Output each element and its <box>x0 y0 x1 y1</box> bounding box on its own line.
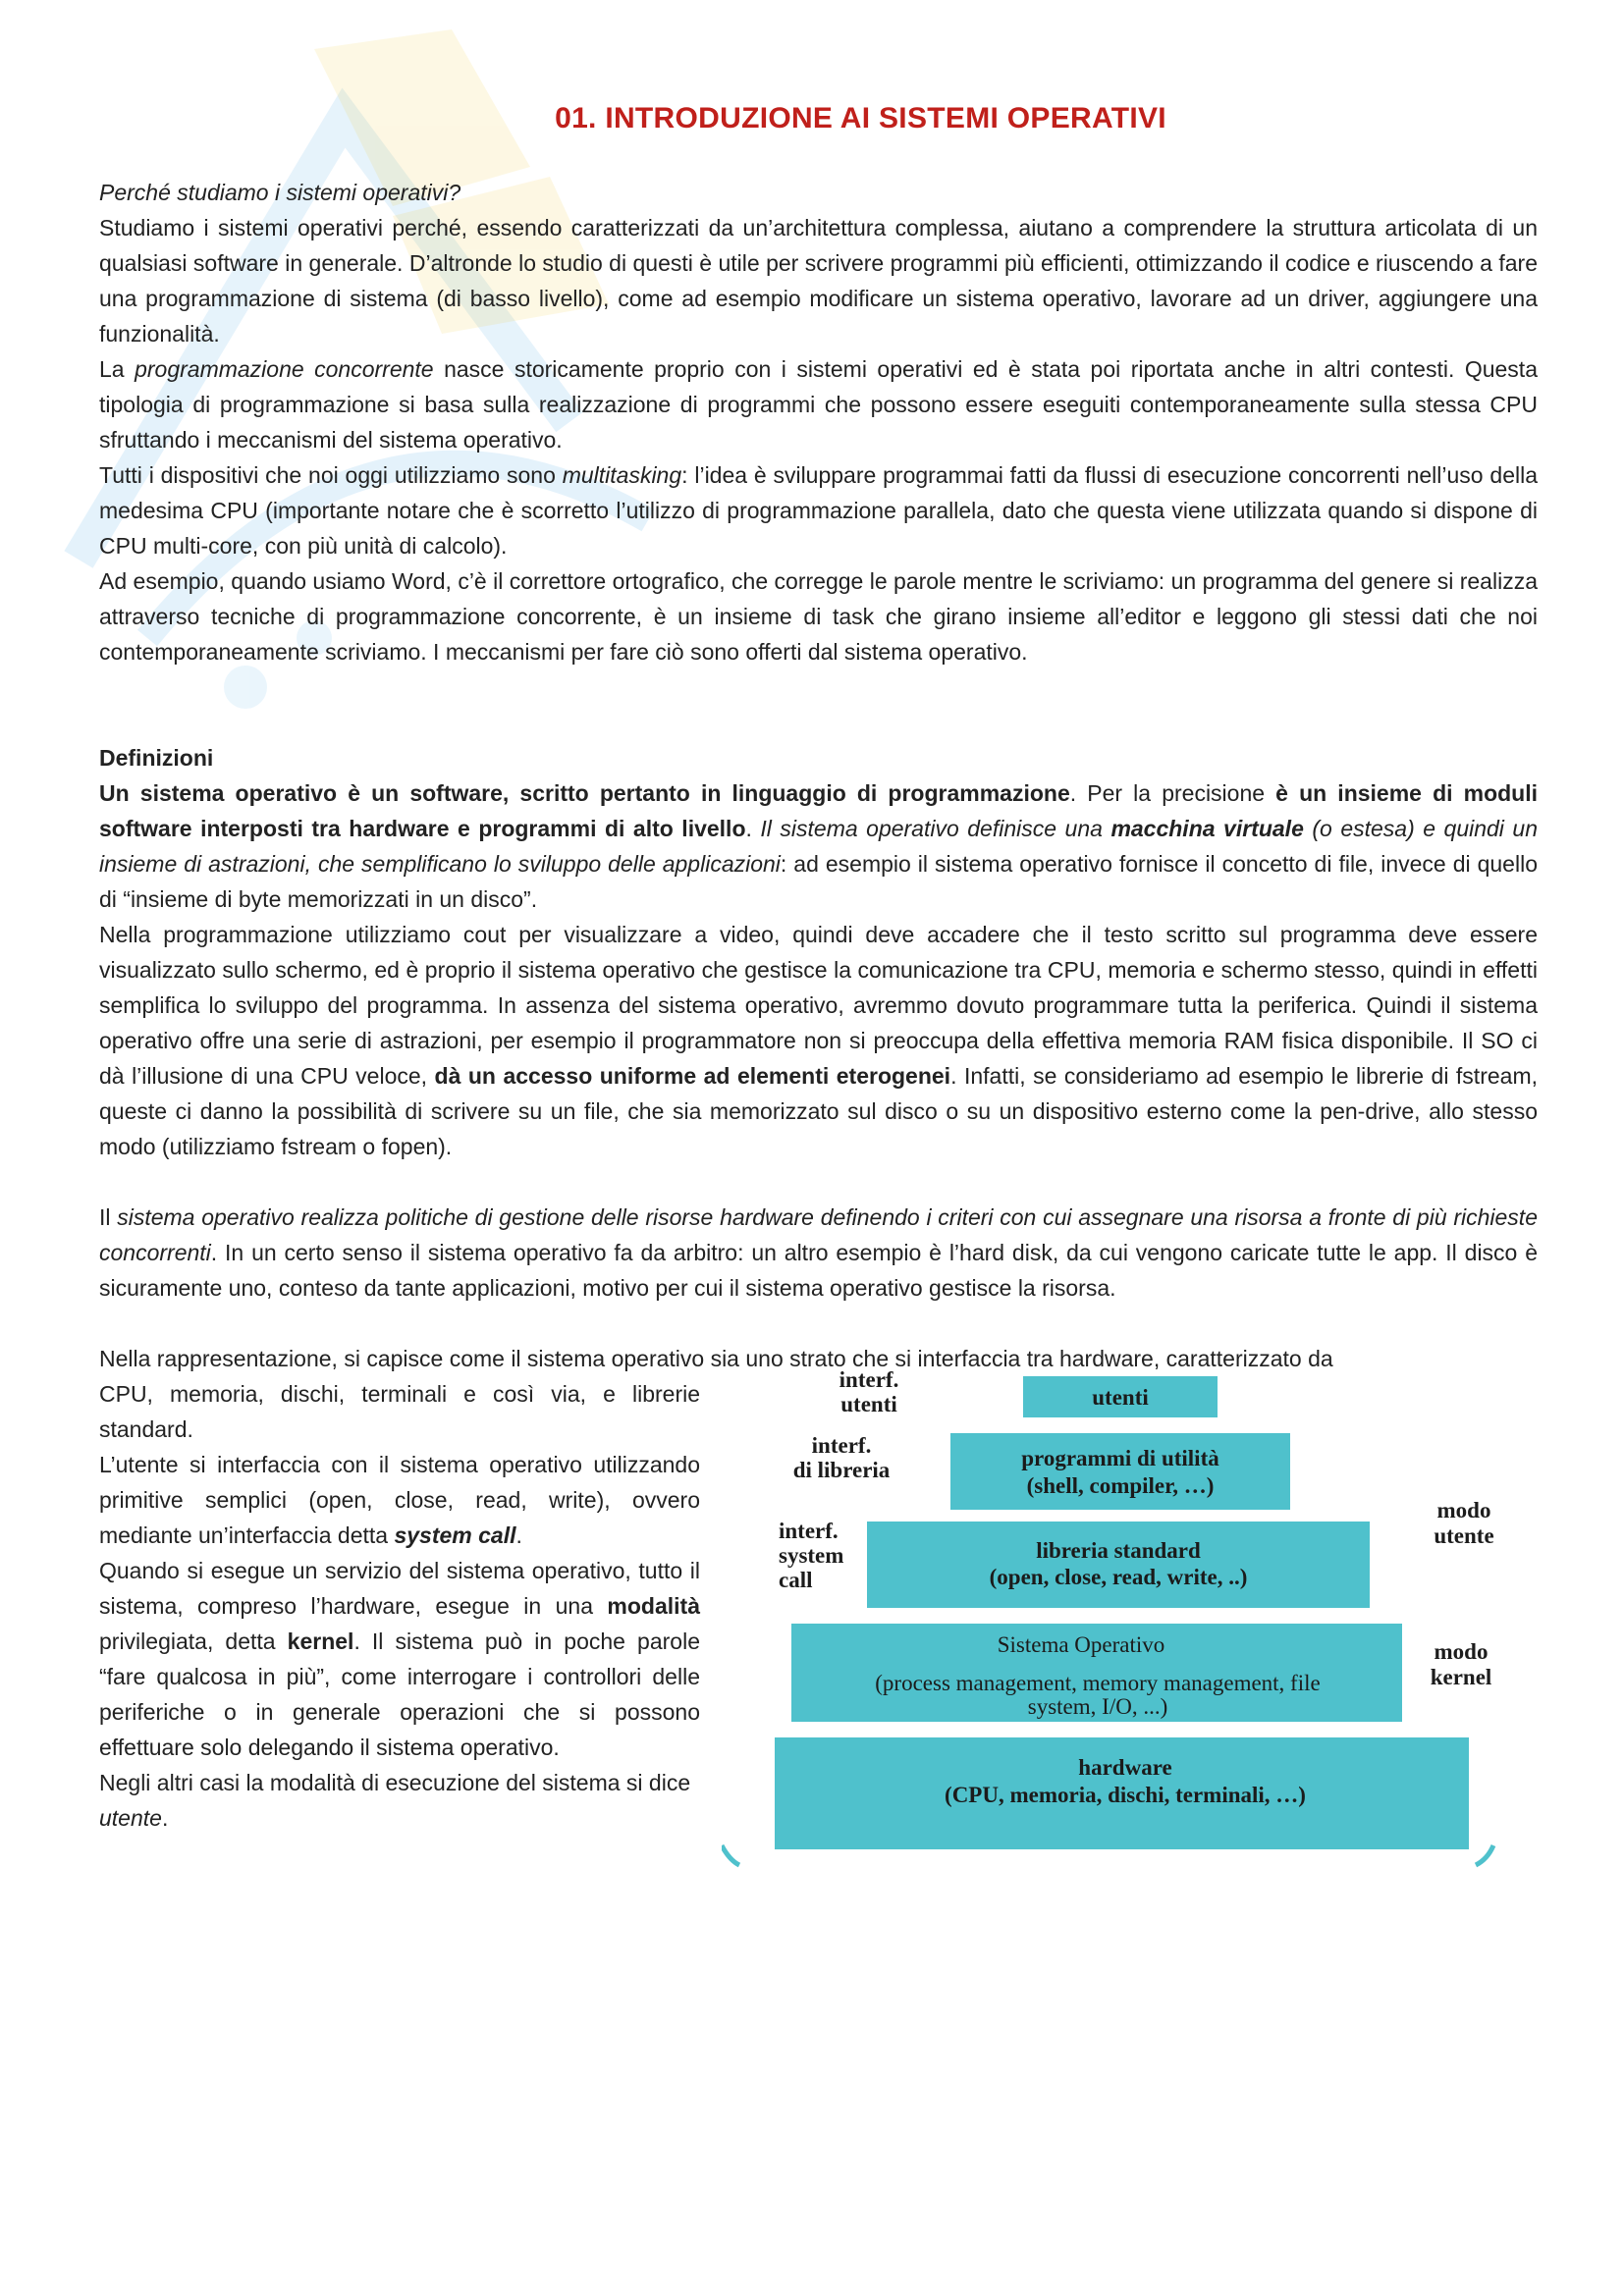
layer-utenti <box>1023 1376 1218 1417</box>
section-heading-definizioni: Definizioni <box>99 745 214 771</box>
def-paragraph-5: L’utente si interfaccia con il sistema operativo utilizzando primitive semplici (open, close, read, write), ovvero mediante un’interfaccia detta system call. <box>99 1452 700 1548</box>
label-interf-syscall-3: call <box>779 1568 813 1592</box>
label-modo-kernel-2: kernel <box>1430 1665 1492 1689</box>
layer-utenti-label: utenti <box>1092 1385 1149 1410</box>
layer-hardware-line1: hardware <box>1078 1755 1172 1780</box>
intro-paragraph-4: Ad esempio, quando usiamo Word, c’è il correttore ortografico, che corregge le parole mentre le scriviamo: un programma del genere si realizza attraverso tecniche di programmazione concorrente, è un insieme di task che girano insieme all’editor e leggono gli stessi dati che noi contemporaneamente scriviamo. I meccanismi per fare ciò sono offerti dal sistema operativo. <box>99 568 1538 665</box>
def-paragraph-6: Quando si esegue un servizio del sistema operativo, tutto il sistema, compreso l’hardware, esegue in una modalità privilegiata, detta kernel. Il sistema può in poche parole “fare qualcosa in più”, come interrogare i controllori delle periferiche o in generale operazioni che si possono effettuare solo delegando il sistema operativo. <box>99 1558 700 1760</box>
layer-hardware-line2: (CPU, memoria, dischi, terminali, …) <box>945 1783 1306 1807</box>
diagram-frame-left <box>722 1845 739 1865</box>
label-interf-libreria-1: interf. <box>811 1433 872 1458</box>
label-modo-kernel-1: modo <box>1434 1639 1489 1664</box>
document-body <box>99 175 1538 1926</box>
intro-paragraph-2: La programmazione concorrente nasce storicamente proprio con i sistemi operativi ed è stata poi riportata anche in altri contesti. Questa tipologia di programmazione si basa sulla realizzazione di programmi che possono essere eseguiti contemporaneamente sulla stessa CPU sfruttando i meccanismi del sistema operativo. <box>99 356 1538 453</box>
layer-so-line2: (process management, memory management, file <box>875 1671 1321 1695</box>
intro-paragraph-3: Tutti i dispositivi che noi oggi utilizziamo sono multitasking: l’idea è sviluppare programmai fatti da flussi di esecuzione concorrenti nell’uso della medesima CPU (importante notare che è scorretto l’utilizzo di programmazione parallela, dato che questa viene utilizzata quando si dispone di CPU multi-core, con più unità di calcolo). <box>99 462 1539 559</box>
def-paragraph-2: Nella programmazione utilizziamo cout per visualizzare a video, quindi deve accadere che il testo scritto sul programma deve essere visualizzato sullo schermo, ed è proprio il sistema operativo che gestisce la comunicazione tra CPU, memoria e schermo stesso, quindi in effetti semplifica lo sviluppo del programma. In assenza del sistema operativo, avremmo dovuto programmare tutta la periferica. Quindi il sistema operativo offre una serie di astrazioni, per esempio il programmatore non si preoccupa della effettiva memoria RAM fisica disponibile. Il SO ci dà l’illusione di una CPU veloce, dà un accesso uniforme ad elementi eterogenei. Infatti, se consideriamo ad esempio le librerie di fstream, queste ci danno la possibilità di scrivere su un file, che sia memorizzato sul disco o su un dispositivo esterno come la pen-drive, allo stesso modo (utilizziamo fstream o fopen). <box>99 922 1538 1159</box>
label-modo-utente-2: utente <box>1434 1523 1494 1548</box>
document-page <box>99 102 1538 1926</box>
label-interf-syscall-2: system <box>779 1543 844 1568</box>
label-interf-utenti-2: utenti <box>840 1392 897 1416</box>
label-interf-libreria-2: di libreria <box>792 1458 891 1482</box>
layer-libreria-standard <box>867 1522 1370 1608</box>
def-paragraph-4-rest: CPU, memoria, dischi, terminali e così via, e librerie standard. <box>99 1381 700 1442</box>
intro-question: Perché studiamo i sistemi operativi? <box>99 180 461 205</box>
layer-programmi-line2: (shell, compiler, …) <box>1026 1473 1215 1498</box>
layer-hardware <box>775 1737 1469 1849</box>
layer-libreria-line1: libreria standard <box>1036 1538 1201 1563</box>
def-paragraph-3: Il sistema operativo realizza politiche di gestione delle risorse hardware definendo i criteri con cui assegnare una risorsa a fronte di più richieste concorrenti. In un certo senso il sistema operativo fa da arbitro: un altro esempio è l’hard disk, da cui vengono caricate tutte le app. Il disco è sicuramente uno, conteso da tante applicazioni, motivo per cui il sistema operativo gestisce la risorsa. <box>99 1204 1538 1301</box>
layer-so-line3: system, I/O, ...) <box>1027 1694 1168 1719</box>
def-paragraph-7: Negli altri casi la modalità di esecuzione del sistema si dice utente. <box>99 1770 691 1831</box>
layer-libreria-line2: (open, close, read, write, ..) <box>989 1565 1248 1589</box>
layer-programmi-line1: programmi di utilità <box>1021 1446 1219 1470</box>
def-paragraph-1: Un sistema operativo è un software, scritto pertanto in linguaggio di programmazione. Per la precisione è un insieme di moduli software interposti tra hardware e programmi di alto livello. Il sistema operativo definisce una macchina virtuale (o estesa) e quindi un insieme di astrazioni, che semplificano lo sviluppo delle applicazioni: ad esempio il sistema operativo fornisce il concetto di file, invece di quello di “insieme di byte memorizzati in un disco”. <box>99 780 1539 912</box>
label-modo-utente-1: modo <box>1436 1498 1491 1522</box>
layer-so-line1: Sistema Operativo <box>997 1632 1165 1657</box>
diagram-frame-right <box>1476 1845 1493 1865</box>
intro-paragraph-1: Studiamo i sistemi operativi perché, essendo caratterizzati da un’architettura complessa, aiutano a comprendere la struttura articolata di un qualsiasi software in generale. D’altronde lo studio di questi è utile per scrivere programmi più efficienti, ottimizzando il codice e riuscendo a fare una programmazione di sistema (di basso livello), come ad esempio modificare un sistema operativo, lavorare ad un driver, aggiungere una funzionalità. <box>99 215 1538 347</box>
def-paragraph-4: Nella rappresentazione, si capisce come il sistema operativo sia uno strato che si interfaccia tra hardware, caratterizzato da <box>99 1346 1333 1371</box>
layer-programmi-utilita <box>950 1433 1290 1510</box>
layer-sistema-operativo <box>791 1624 1402 1722</box>
two-column-section <box>99 1367 1538 1926</box>
os-layers-diagram <box>722 1355 1556 1885</box>
document-title: 01. INTRODUZIONE AI SISTEMI OPERATIVI <box>555 102 1166 134</box>
label-interf-utenti-1: interf. <box>839 1367 899 1392</box>
left-column <box>99 1376 700 1836</box>
label-interf-syscall-1: interf. <box>779 1519 839 1543</box>
